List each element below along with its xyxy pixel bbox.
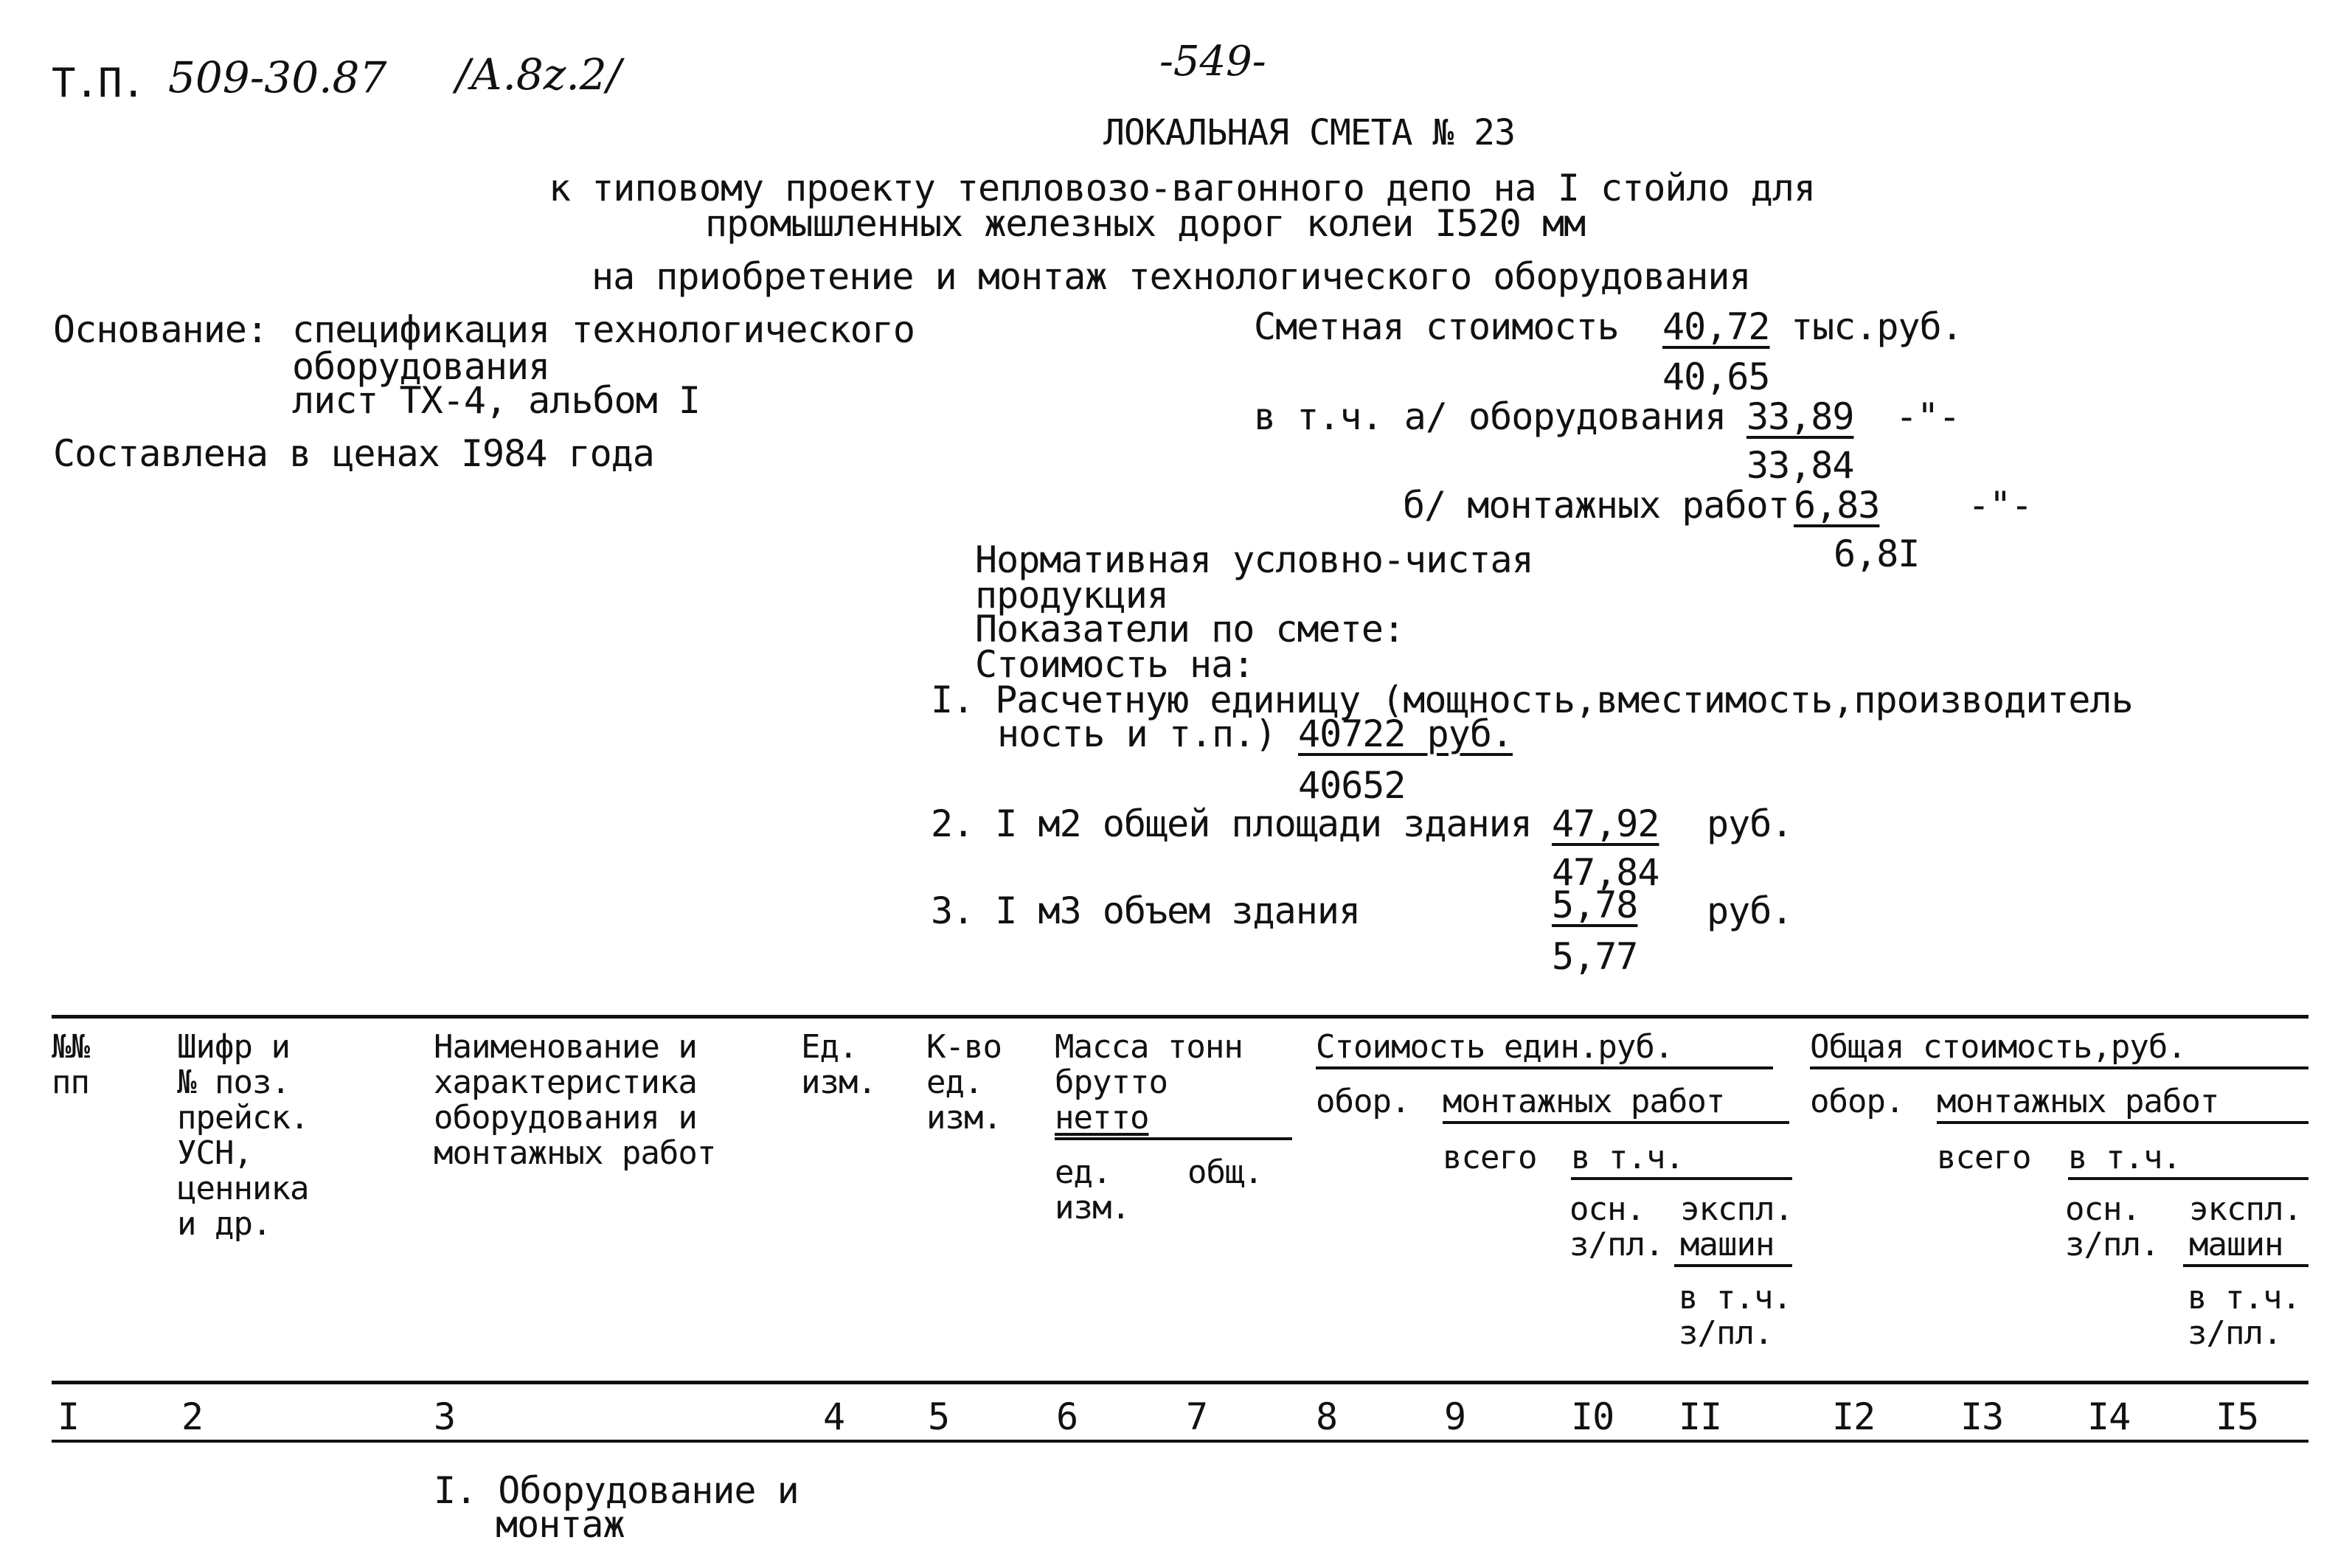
document-title: ЛОКАЛЬНАЯ СМЕТА № 23 <box>1103 112 1515 153</box>
column-number: 8 <box>1316 1395 1338 1438</box>
unit-incl-rule <box>1571 1177 1792 1180</box>
indicator-2-label: 2. I м2 общей площади здания <box>931 802 1532 845</box>
col-mass-header: Масса тонн <box>1055 1028 1243 1066</box>
col-name-header: Наименование и характеристика оборудования и монтажных работ <box>434 1028 716 1172</box>
column-number: II <box>1679 1395 1722 1438</box>
total-cost-header: Общая стоимость,руб. <box>1810 1028 2186 1066</box>
unit-cost-install: монтажных работ <box>1443 1083 1725 1120</box>
column-number: I4 <box>2087 1395 2131 1438</box>
indicators-heading: Показатели по смете: <box>975 608 1405 651</box>
install-label: б/ монтажных работ <box>1403 484 1789 527</box>
column-numbers-rule <box>52 1440 2308 1443</box>
install-unit: -"- <box>1968 484 2033 527</box>
basis-line-3: лист ТХ-4, альбом I <box>292 379 700 422</box>
page-number: -549- <box>1159 38 1266 86</box>
col-mass-total: общ. <box>1187 1154 1263 1191</box>
total-cost-machines-b: машин <box>2189 1226 2283 1263</box>
unit-cost-machines-a: экспл. <box>1680 1190 1793 1228</box>
unit-cost-incl: в т.ч. <box>1571 1139 1684 1176</box>
column-number: 6 <box>1056 1395 1078 1438</box>
total-cost-base-wage: осн. з/пл. <box>2065 1190 2160 1263</box>
total-cost-rule <box>1810 1066 2308 1069</box>
column-number: I0 <box>1571 1395 1614 1438</box>
normative-line-2: продукция <box>975 574 1168 617</box>
column-number: I <box>58 1395 80 1438</box>
install-value: 6,83 <box>1794 484 1880 527</box>
tp-label: Т.П. <box>52 60 145 106</box>
estimated-cost-alt: 40,65 <box>1662 355 1770 398</box>
section-title-line-2: монтаж <box>496 1503 625 1546</box>
album-number: /А.8z.2/ <box>456 49 622 100</box>
total-cost-machines-a: экспл. <box>2189 1190 2302 1228</box>
indicator-3-label: 3. I м3 объем здания <box>931 889 1361 932</box>
table-header-bottom-rule <box>52 1381 2308 1384</box>
unit-cost-equipment: обор. <box>1316 1083 1410 1120</box>
unit-machines-rule <box>1674 1264 1792 1267</box>
column-number: 5 <box>928 1395 950 1438</box>
title-line-3: на приобретение и монтаж технологического оборудования <box>592 255 1751 298</box>
col-number-header: №№ пп <box>52 1028 89 1101</box>
unit-cost-rule <box>1316 1066 1773 1069</box>
title-line-2: промышленных железных дорог колеи I520 мм <box>705 202 1586 245</box>
column-number: I5 <box>2216 1395 2259 1438</box>
equipment-unit: -"- <box>1895 395 1960 438</box>
unit-cost-base-wage: осн. з/пл. <box>1569 1190 1664 1263</box>
estimated-cost-label: Сметная стоимость <box>1254 305 1619 348</box>
indicator-1-line-1: I. Расчетную единицу (мощность,вместимость,производитель <box>931 679 2133 721</box>
indicator-3-value: 5,78 <box>1552 884 1638 926</box>
col-code-header: Шифр и № поз. прейск. УСН, ценника и др. <box>177 1028 309 1243</box>
total-incl-rule <box>2068 1177 2308 1180</box>
prices-note: Составлена в ценах I984 года <box>53 432 654 475</box>
unit-install-rule <box>1443 1121 1789 1124</box>
section-title-line-1: I. Оборудование и <box>434 1469 799 1512</box>
basis-line-2: оборудования <box>292 345 550 388</box>
col-mass-brutto: брутто <box>1055 1064 1168 1101</box>
col-mass-unit: ед. изм. <box>1055 1154 1130 1227</box>
indicator-1-alt: 40652 <box>1298 764 1406 807</box>
tp-number: 509-30.87 <box>168 52 387 103</box>
basis-label: Основание: <box>53 308 268 351</box>
indicator-2-alt: 47,84 <box>1552 851 1659 894</box>
total-machines-rule <box>2183 1264 2308 1267</box>
mass-rule <box>1055 1137 1292 1140</box>
equipment-alt: 33,84 <box>1746 444 1854 487</box>
equipment-label: в т.ч. а/ оборудования <box>1254 395 1727 438</box>
column-number: 9 <box>1444 1395 1466 1438</box>
indicator-2-unit: руб. <box>1707 802 1793 845</box>
col-unit-header: Ед. изм. <box>801 1028 876 1101</box>
total-cost-equipment: обор. <box>1810 1083 1904 1120</box>
col-quantity-header: К-во ед. изм. <box>926 1028 1002 1137</box>
column-number: 7 <box>1186 1395 1208 1438</box>
table-top-rule <box>52 1015 2308 1019</box>
estimated-cost-value: 40,72 <box>1662 305 1770 348</box>
column-number: I2 <box>1832 1395 1876 1438</box>
total-cost-all: всего <box>1937 1139 2031 1176</box>
normative-line-1: Нормативная условно-чистая <box>975 538 1533 581</box>
unit-cost-header: Стоимость един.руб. <box>1316 1028 1673 1066</box>
indicator-3-unit: руб. <box>1707 889 1793 932</box>
indicator-1-line-2: ность и т.п.) <box>997 712 1277 755</box>
column-number: 2 <box>181 1395 204 1438</box>
total-install-rule <box>1937 1121 2308 1124</box>
unit-cost-machines-b: машин <box>1680 1226 1775 1263</box>
col-mass-netto: нетто <box>1055 1099 1149 1137</box>
estimated-cost-unit: тыс.руб. <box>1791 305 1963 348</box>
total-cost-incl: в т.ч. <box>2068 1139 2181 1176</box>
indicator-1-value: 40722 руб. <box>1298 712 1513 755</box>
total-cost-incl-wage: в т.ч. з/пл. <box>2188 1279 2300 1352</box>
column-number: 3 <box>434 1395 456 1438</box>
install-alt: 6,8I <box>1834 533 1920 575</box>
column-number: 4 <box>823 1395 845 1438</box>
column-number: I3 <box>1960 1395 2004 1438</box>
unit-cost-incl-wage: в т.ч. з/пл. <box>1679 1279 1791 1352</box>
equipment-value: 33,89 <box>1746 395 1854 438</box>
total-cost-install: монтажных работ <box>1937 1083 2219 1120</box>
title-line-1: к типовому проекту тепловозо-вагонного депо на I стойло для <box>549 167 1816 209</box>
basis-line-1: спецификация технологического <box>292 308 915 351</box>
indicator-3-alt: 5,77 <box>1552 935 1638 978</box>
unit-cost-all: всего <box>1443 1139 1537 1176</box>
indicator-2-value: 47,92 <box>1552 802 1659 845</box>
cost-on-heading: Стоимость на: <box>975 643 1255 686</box>
